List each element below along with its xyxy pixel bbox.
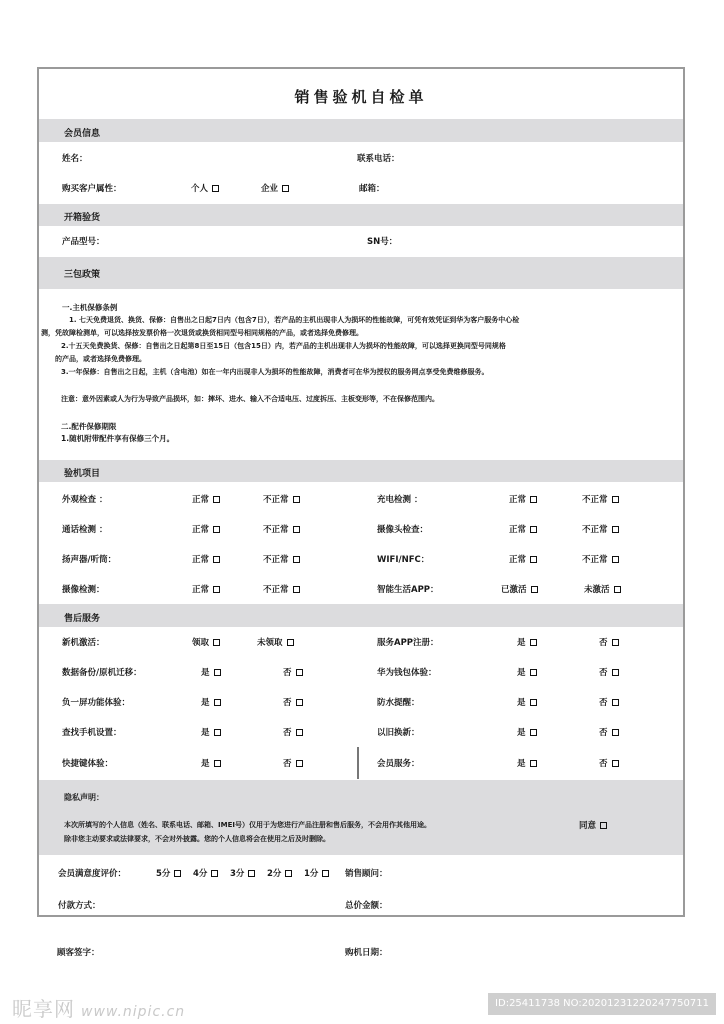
- service-item-label: 数据备份/原机迁移：: [62, 668, 142, 678]
- section-heading: 售后服务: [64, 614, 101, 624]
- checkbox-icon: [214, 699, 221, 706]
- no-label: 否: [283, 698, 292, 708]
- yes-label: 是: [201, 759, 210, 769]
- signature-field[interactable]: 顾客签字：: [57, 948, 100, 958]
- warranty-line: 二.配件保修期限: [61, 422, 117, 431]
- ok-label: 正常: [192, 495, 210, 505]
- page-title: 销售验机自检单: [294, 88, 428, 106]
- checkbox-icon: [293, 496, 300, 503]
- not-ok-label: 不正常: [263, 555, 289, 565]
- watermark-id: ID:25411738 NO:20201231220247750711: [488, 993, 716, 1015]
- inspection-item-label: 摄像检测：: [62, 585, 105, 595]
- not-ok-label: 不正常: [582, 555, 608, 565]
- section-inspection: [39, 460, 683, 482]
- checkbox-icon: [612, 639, 619, 646]
- not-ok-label: 不正常: [263, 495, 289, 505]
- rating-option-label: 3分: [230, 869, 245, 879]
- not-ok-label: 不正常: [582, 495, 608, 505]
- no-label: 否: [599, 698, 608, 708]
- checkbox-icon: [213, 639, 220, 646]
- service-item-label: 会员服务：: [377, 759, 420, 769]
- inspection-item-label: 扬声器/听筒：: [62, 555, 117, 565]
- checklist-sheet: [37, 67, 685, 917]
- option-b-label: 未领取: [257, 638, 283, 648]
- customer-attr-label: 购买客户属性：: [62, 184, 122, 194]
- no-checkbox[interactable]: [283, 757, 303, 769]
- ok-label: 正常: [509, 525, 527, 535]
- service-item-label: 以旧换新：: [377, 728, 420, 738]
- not-ok-checkbox[interactable]: [263, 583, 300, 595]
- inspection-item-label: 外观检查 ：: [62, 495, 108, 505]
- no-label: 否: [283, 728, 292, 738]
- company-checkbox[interactable]: [261, 182, 289, 194]
- not-ok-checkbox[interactable]: [263, 493, 300, 505]
- watermark-logo: [12, 993, 185, 1022]
- activated-checkbox[interactable]: [501, 583, 538, 595]
- ok-label: 正常: [192, 525, 210, 535]
- checkbox-icon: [293, 556, 300, 563]
- checkbox-icon: [213, 496, 220, 503]
- checkbox-icon: [612, 729, 619, 736]
- yes-checkbox[interactable]: [517, 757, 537, 769]
- watermark-logo-text: 昵享网: [12, 997, 75, 1021]
- warranty-line: 1.随机附带配件享有保修三个月。: [61, 434, 175, 443]
- yes-label: 是: [517, 728, 526, 738]
- rating-option-label: 1分: [304, 869, 319, 879]
- yes-label: 是: [201, 728, 210, 738]
- option-a-label: 领取: [192, 638, 210, 648]
- section-heading: 验机项目: [64, 469, 101, 479]
- service-item-label: 新机激活：: [62, 638, 105, 648]
- no-checkbox[interactable]: [599, 757, 619, 769]
- no-label: 否: [599, 668, 608, 678]
- no-checkbox[interactable]: [599, 696, 619, 708]
- no-label: 否: [283, 759, 292, 769]
- checkbox-icon: [293, 526, 300, 533]
- phone-field[interactable]: 联系电话：: [357, 154, 400, 164]
- checkbox-icon: [530, 760, 537, 767]
- yes-checkbox[interactable]: [201, 666, 221, 678]
- ok-label: 正常: [192, 555, 210, 565]
- checkbox-icon: [296, 669, 303, 676]
- checkbox-icon: [282, 185, 289, 192]
- warranty-line: 1. 七天免费退货、换货、保修：自售出之日起7日内（包含7日），若产品的主机出现非人为损坏的性能故障，可凭有效凭证到华为客户服务中心检: [69, 316, 520, 324]
- rating-2-checkbox[interactable]: [267, 867, 292, 879]
- section-privacy: [39, 780, 683, 855]
- yes-label: 是: [517, 668, 526, 678]
- inspection-item-label: 充电检测 ：: [377, 495, 423, 505]
- section-heading: 会员信息: [64, 129, 101, 139]
- inspection-item-label: 通话检测 ：: [62, 525, 108, 535]
- model-field[interactable]: 产品型号：: [62, 237, 105, 247]
- warranty-line: 的产品，或者选择免费修理。: [55, 355, 146, 363]
- privacy-text: 除非您主动要求或法律要求，不会对外披露。您的个人信息将会在使用之后及时删除。: [64, 835, 330, 843]
- checkbox-icon: [530, 699, 537, 706]
- checkbox-icon: [174, 870, 181, 877]
- inspection-item-label: WIFI/NFC：: [377, 555, 430, 565]
- no-label: 否: [599, 638, 608, 648]
- checkbox-icon: [530, 639, 537, 646]
- payment-field[interactable]: 付款方式：: [58, 901, 101, 911]
- warranty-line: 测，凭故障检测单，可以选择按发票价格一次退货或换货相同型号相同规格的产品，或者选择免费修理。: [41, 329, 363, 337]
- inspection-item-label: 摄像头检查：: [377, 525, 429, 535]
- checkbox-icon: [612, 526, 619, 533]
- checkbox-icon: [213, 556, 220, 563]
- not-ok-checkbox[interactable]: [263, 553, 300, 565]
- checkbox-icon: [287, 639, 294, 646]
- section-unboxing: [39, 204, 683, 226]
- checkbox-icon: [285, 870, 292, 877]
- ok-checkbox[interactable]: [509, 553, 537, 565]
- warranty-note: 注意：意外因素或人为行为导致产品损坏，如：摔坏、进水、输入不合适电压、过度拆压、主板变形等，不在保修范围内。: [61, 395, 439, 403]
- ok-label: 正常: [192, 585, 210, 595]
- option-b-checkbox[interactable]: [257, 636, 294, 648]
- service-item-label: 服务APP注册：: [377, 638, 439, 648]
- no-checkbox[interactable]: [599, 666, 619, 678]
- warranty-line: 2.十五天免费换货、保修：自售出之日起第8日至15日（包含15日）内，若产品的主机出现非人为损坏的性能故障，可以选择更换同型号同规格: [61, 342, 506, 350]
- not-ok-label: 不正常: [582, 525, 608, 535]
- yes-checkbox[interactable]: [517, 636, 537, 648]
- privacy-heading: 隐私声明：: [64, 793, 104, 802]
- checkbox-icon: [213, 526, 220, 533]
- no-label: 否: [599, 728, 608, 738]
- checkbox-icon: [612, 699, 619, 706]
- option-a-checkbox[interactable]: [192, 636, 220, 648]
- agree-checkbox[interactable]: [579, 819, 607, 831]
- ok-checkbox[interactable]: [509, 523, 537, 535]
- no-label: 否: [283, 668, 292, 678]
- yes-checkbox[interactable]: [517, 726, 537, 738]
- checkbox-icon: [600, 822, 607, 829]
- service-item-label: 负一屏功能体验：: [62, 698, 131, 708]
- ok-checkbox[interactable]: [509, 493, 537, 505]
- checkbox-icon: [248, 870, 255, 877]
- not-ok-checkbox[interactable]: [582, 553, 619, 565]
- rating-4-checkbox[interactable]: [193, 867, 218, 879]
- not-activated-checkbox[interactable]: [584, 583, 621, 595]
- not-ok-label: 不正常: [263, 525, 289, 535]
- rating-option-label: 4分: [193, 869, 208, 879]
- checkbox-icon: [612, 496, 619, 503]
- yes-checkbox[interactable]: [517, 666, 537, 678]
- checkbox-icon: [612, 669, 619, 676]
- rating-option-label: 2分: [267, 869, 282, 879]
- checkbox-icon: [612, 760, 619, 767]
- ok-label: 正常: [509, 495, 527, 505]
- not-ok-checkbox[interactable]: [263, 523, 300, 535]
- ok-checkbox[interactable]: [192, 523, 220, 535]
- advisor-field[interactable]: 销售顾问：: [345, 869, 388, 879]
- service-item-label: 防水提醒：: [377, 698, 420, 708]
- no-checkbox[interactable]: [283, 696, 303, 708]
- activated-label: 已激活: [501, 585, 527, 595]
- checkbox-icon: [214, 729, 221, 736]
- name-field[interactable]: 姓名：: [62, 154, 88, 164]
- rating-option-label: 5分: [156, 869, 171, 879]
- section-heading: 开箱验货: [64, 213, 101, 223]
- warranty-line: 3.一年保修：自售出之日起，主机（含电池）如在一年内出现非人为损坏的性能故障，消费者可在华为授权的服务网点享受免费维修服务。: [61, 368, 489, 376]
- section-service: [39, 604, 683, 627]
- checkbox-icon: [213, 586, 220, 593]
- section-customer-info: [39, 119, 683, 142]
- checkbox-icon: [530, 669, 537, 676]
- not-ok-label: 不正常: [263, 585, 289, 595]
- not-activated-label: 未激活: [584, 585, 610, 595]
- service-item-label: 华为钱包体验：: [377, 668, 437, 678]
- no-checkbox[interactable]: [599, 726, 619, 738]
- yes-label: 是: [517, 638, 526, 648]
- rating-1-checkbox[interactable]: [304, 867, 329, 879]
- yes-checkbox[interactable]: [201, 696, 221, 708]
- no-checkbox[interactable]: [283, 726, 303, 738]
- checkbox-icon: [530, 526, 537, 533]
- ok-checkbox[interactable]: [192, 583, 220, 595]
- checkbox-icon: [530, 556, 537, 563]
- company-label: 企业: [261, 184, 279, 194]
- no-checkbox[interactable]: [599, 636, 619, 648]
- yes-label: 是: [517, 759, 526, 769]
- no-label: 否: [599, 759, 608, 769]
- checkbox-icon: [214, 760, 221, 767]
- section-warranty: [39, 257, 683, 289]
- personal-label: 个人: [191, 184, 209, 194]
- service-item-label: 快捷键体验：: [62, 759, 114, 769]
- rating-5-checkbox[interactable]: [156, 867, 181, 879]
- yes-checkbox[interactable]: [201, 757, 221, 769]
- agree-label: 同意: [579, 821, 597, 831]
- divider-line: [357, 747, 359, 779]
- checkbox-icon: [293, 586, 300, 593]
- not-ok-checkbox[interactable]: [582, 493, 619, 505]
- checkbox-icon: [612, 556, 619, 563]
- checkbox-icon: [214, 669, 221, 676]
- yes-checkbox[interactable]: [201, 726, 221, 738]
- checkbox-icon: [211, 870, 218, 877]
- warranty-line: 一.主机保修条例: [62, 303, 118, 312]
- checkbox-icon: [530, 496, 537, 503]
- email-field[interactable]: 邮箱：: [359, 184, 385, 194]
- no-checkbox[interactable]: [283, 666, 303, 678]
- privacy-text: 本次所填写的个人信息（姓名、联系电话、邮箱、IMEI号）仅用于为您进行产品注册和售后服务，不会用作其他用途。: [64, 821, 431, 829]
- ok-checkbox[interactable]: [192, 493, 220, 505]
- inspection-item-label: 智能生活APP：: [377, 585, 439, 595]
- checkbox-icon: [296, 729, 303, 736]
- yes-label: 是: [517, 698, 526, 708]
- rating-3-checkbox[interactable]: [230, 867, 255, 879]
- ok-checkbox[interactable]: [192, 553, 220, 565]
- checkbox-icon: [322, 870, 329, 877]
- sn-field[interactable]: SN号：: [367, 237, 398, 247]
- yes-label: 是: [201, 668, 210, 678]
- checkbox-icon: [296, 699, 303, 706]
- rating-label: 会员满意度评价：: [58, 869, 127, 879]
- amount-field[interactable]: 总价金额：: [345, 901, 388, 911]
- checkbox-icon: [530, 729, 537, 736]
- yes-label: 是: [201, 698, 210, 708]
- section-heading: 三包政策: [64, 270, 101, 280]
- watermark-url: www.nipic.cn: [81, 1004, 186, 1020]
- yes-checkbox[interactable]: [517, 696, 537, 708]
- ok-label: 正常: [509, 555, 527, 565]
- personal-checkbox[interactable]: [191, 182, 219, 194]
- checkbox-icon: [614, 586, 621, 593]
- checkbox-icon: [531, 586, 538, 593]
- checkbox-icon: [212, 185, 219, 192]
- service-item-label: 查找手机设置：: [62, 728, 122, 738]
- not-ok-checkbox[interactable]: [582, 523, 619, 535]
- purchase-date-field[interactable]: 购机日期：: [345, 948, 388, 958]
- checkbox-icon: [296, 760, 303, 767]
